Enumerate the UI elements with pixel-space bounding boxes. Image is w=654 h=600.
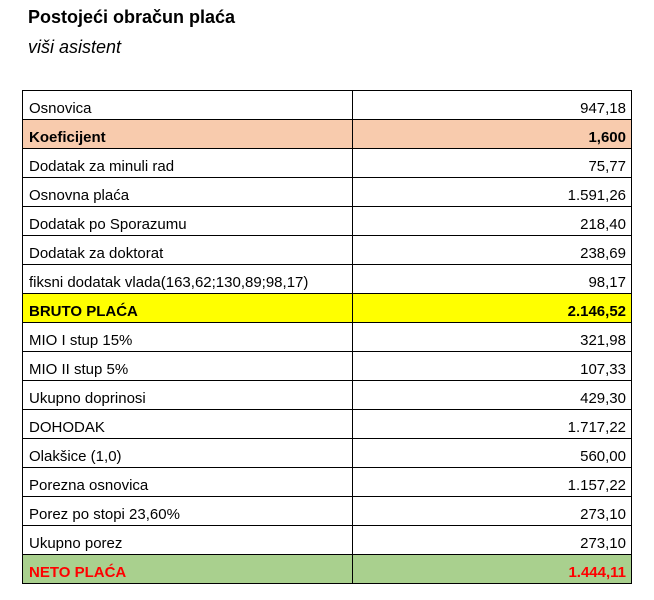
row-label: Dodatak po Sporazumu [23, 207, 353, 236]
row-label: Porezna osnovica [23, 468, 353, 497]
row-label: Porez po stopi 23,60% [23, 497, 353, 526]
row-label: MIO II stup 5% [23, 352, 353, 381]
table-row-porez-po-stopi-23-60 [23, 497, 632, 526]
row-label: Ukupno doprinosi [23, 381, 353, 410]
row-value: 1.157,22 [353, 468, 632, 497]
table-row-dodatak-po-sporazumu [23, 207, 632, 236]
row-value: 1.717,22 [353, 410, 632, 439]
row-label: Osnovica [23, 91, 353, 120]
table-row-dodatak-za-minuli-rad [23, 149, 632, 178]
row-value: 107,33 [353, 352, 632, 381]
row-value: 238,69 [353, 236, 632, 265]
table-row-dohodak [23, 410, 632, 439]
row-value: 1.591,26 [353, 178, 632, 207]
table-row-dodatak-za-doktorat [23, 236, 632, 265]
row-value: 1,600 [353, 120, 632, 149]
row-label: BRUTO PLAĆA [23, 294, 353, 323]
table-row-osnovica [23, 91, 632, 120]
salary-table [22, 90, 632, 584]
table-row-mio-i-stup-15 [23, 323, 632, 352]
row-value: 321,98 [353, 323, 632, 352]
table-row-mio-ii-stup-5 [23, 352, 632, 381]
row-label: Ukupno porez [23, 526, 353, 555]
page-title: Postojeći obračun plaća [28, 7, 236, 27]
row-value: 1.444,11 [353, 555, 632, 584]
page-subtitle: viši asistent [28, 37, 122, 57]
row-label: Dodatak za minuli rad [23, 149, 353, 178]
salary-table-body [23, 91, 632, 584]
row-label: MIO I stup 15% [23, 323, 353, 352]
table-row-ukupno-doprinosi [23, 381, 632, 410]
row-value: 75,77 [353, 149, 632, 178]
table-row-neto-placa [23, 555, 632, 584]
row-value: 273,10 [353, 497, 632, 526]
row-label: DOHODAK [23, 410, 353, 439]
row-label: NETO PLAĆA [23, 555, 353, 584]
row-value: 218,40 [353, 207, 632, 236]
row-value: 98,17 [353, 265, 632, 294]
row-value: 560,00 [353, 439, 632, 468]
row-value: 273,10 [353, 526, 632, 555]
table-row-bruto-placa [23, 294, 632, 323]
row-label: Osnovna plaća [23, 178, 353, 207]
table-row-osnovna-placa [23, 178, 632, 207]
row-label: Dodatak za doktorat [23, 236, 353, 265]
row-value: 429,30 [353, 381, 632, 410]
table-row-ukupno-porez [23, 526, 632, 555]
row-label: fiksni dodatak vlada(163,62;130,89;98,17) [23, 265, 353, 294]
row-value: 947,18 [353, 91, 632, 120]
table-row-olaksice-1-0 [23, 439, 632, 468]
row-value: 2.146,52 [353, 294, 632, 323]
table-row-fiksni-dodatak-vlada-163-62-130-89-98-17 [23, 265, 632, 294]
table-row-koeficijent [23, 120, 632, 149]
table-row-porezna-osnovica [23, 468, 632, 497]
row-label: Koeficijent [23, 120, 353, 149]
row-label: Olakšice (1,0) [23, 439, 353, 468]
